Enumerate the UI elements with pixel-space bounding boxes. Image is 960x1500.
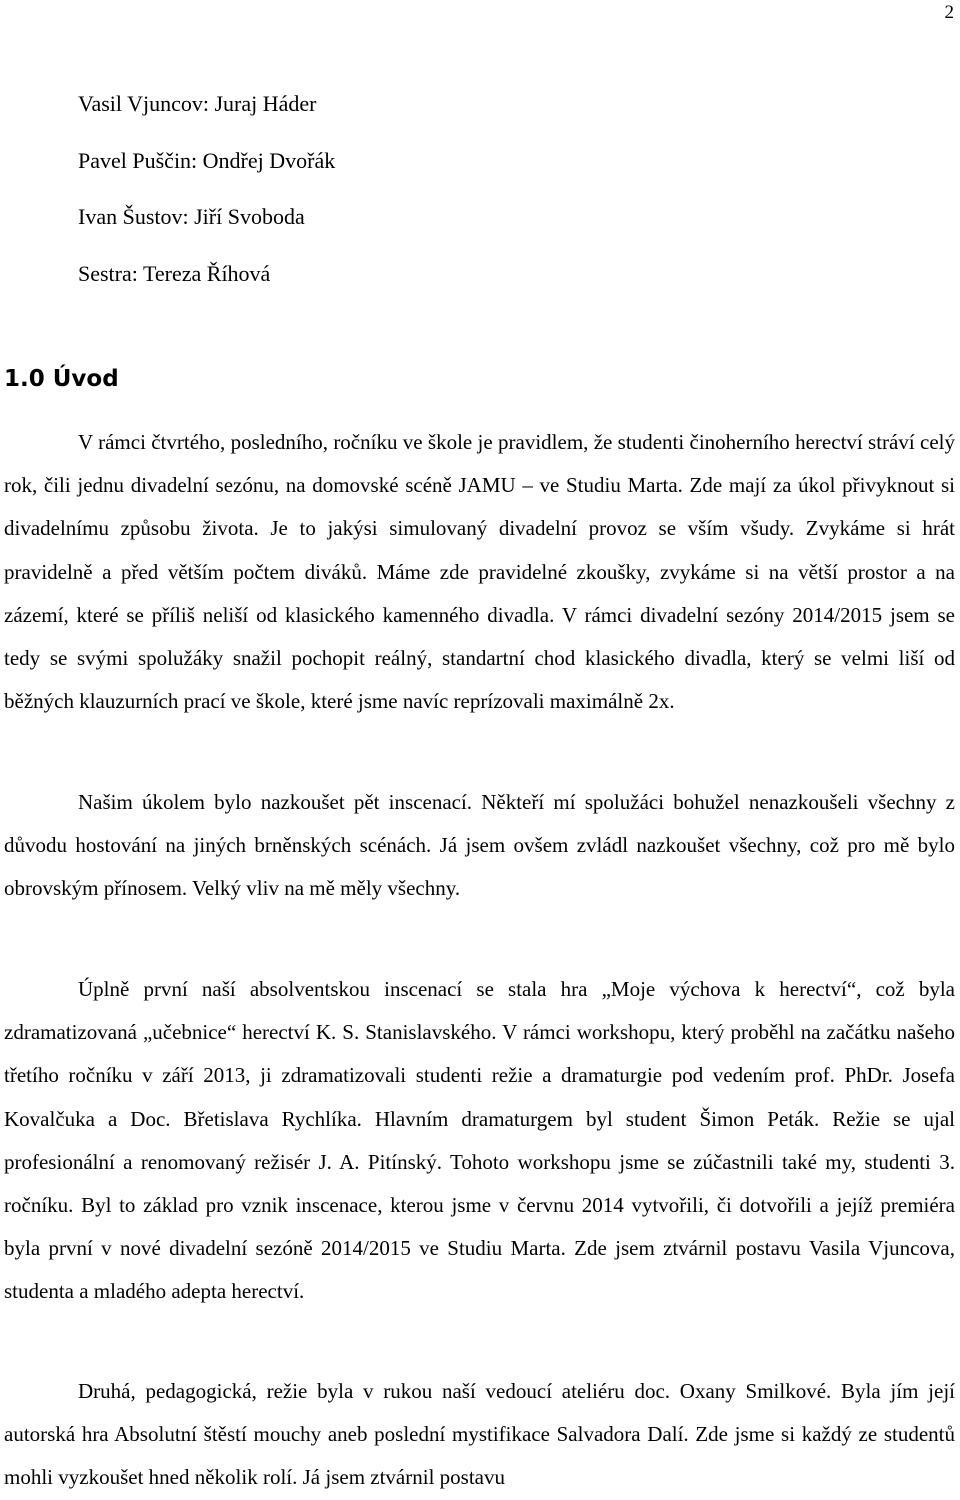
page-number: 2 bbox=[944, 2, 954, 23]
paragraph-text: V rámci čtvrtého, posledního, ročníku ve škole je pravidlem, že studenti činoherního herectví stráví celý rok, čili jednu divadelní sezónu, na domovské scéně JAMU – ve Studiu Marta. Zde mají za úkol přivyknout si divadelnímu způsobu života. Je to jakýsi simulovaný divadelní provoz se vším všudy. Zvykáme si hrát pravidelně a před větším počtem diváků. Máme zde pravidelné zkoušky, zvykáme si na větší prostor a na zázemí, které se příliš neliší od klasického kamenného divadla. V rámci divadelní sezóny 2014/2015 jsem se tedy se svými spolužáky snažil pochopit reálný, standartní chod klasického divadla, který se velmi liší od běžných klauzurních prací ve škole, které jsme navíc reprízovali maximálně 2x. bbox=[4, 430, 955, 714]
paragraph-text: Úplně první naší absolventskou inscenací se stala hra „Moje výchova k herectví“, což byla zdramatizovaná „učebnice“ herectví K. S. Stanislavského. V rámci workshopu, který proběhl na začátku našeho třetího ročníku v září 2013, ji zdramatizovali studenti režie a dramaturgie pod vedením prof. PhDr. Josefa Kovalčuka a Doc. Břetislava Rychlíka. Hlavním dramaturgem byl student Šimon Peták. Režie se ujal profesionální a renomovaný režisér J. A. Pitínský. Tohoto workshopu jsme se zúčastnili také my, studenti 3. ročníku. Byl to základ pro vznik inscenace, kterou jsme v červnu 2014 vytvořili, či dotvořili a jejíž premiéra byla první v nové divadelní sezóně 2014/2015 ve Studiu Marta. Zde jsem ztvárnil postavu Vasila Vjuncova, studenta a mladého adepta herectví. bbox=[4, 977, 955, 1304]
cast-line: Pavel Puščin: Ondřej Dvořák bbox=[78, 147, 336, 173]
paragraph bbox=[4, 1370, 955, 1500]
section-heading: 1.0 Úvod bbox=[4, 366, 119, 392]
paragraph-text: Druhá, pedagogická, režie byla v rukou naší vedoucí ateliéru doc. Oxany Smilkové. Byla jím její autorská hra Absolutní štěstí mouchy aneb poslední mystifikace Salvadora Dalí. Zde jsme si každý ze studentů mohli vyzkoušet hned několik rolí. Já jsem ztvárnil postavu bbox=[4, 1379, 955, 1490]
paragraph bbox=[4, 781, 955, 911]
paragraph bbox=[4, 421, 955, 723]
paragraph-text: Našim úkolem bylo nazkoušet pět inscenací. Někteří mí spolužáci bohužel nenazkoušeli všechny z důvodu hostování na jiných brněnských scénách. Já jsem ovšem zvládl nazkoušet všechny, což pro mě bylo obrovským přínosem. Velký vliv na mě měly všechny. bbox=[4, 790, 955, 901]
cast-line: Ivan Šustov: Jiří Svoboda bbox=[78, 204, 305, 230]
cast-line: Vasil Vjuncov: Juraj Háder bbox=[78, 91, 317, 116]
paragraph bbox=[4, 968, 955, 1314]
cast-line: Sestra: Tereza Říhová bbox=[78, 260, 271, 286]
cast-list bbox=[78, 76, 335, 302]
